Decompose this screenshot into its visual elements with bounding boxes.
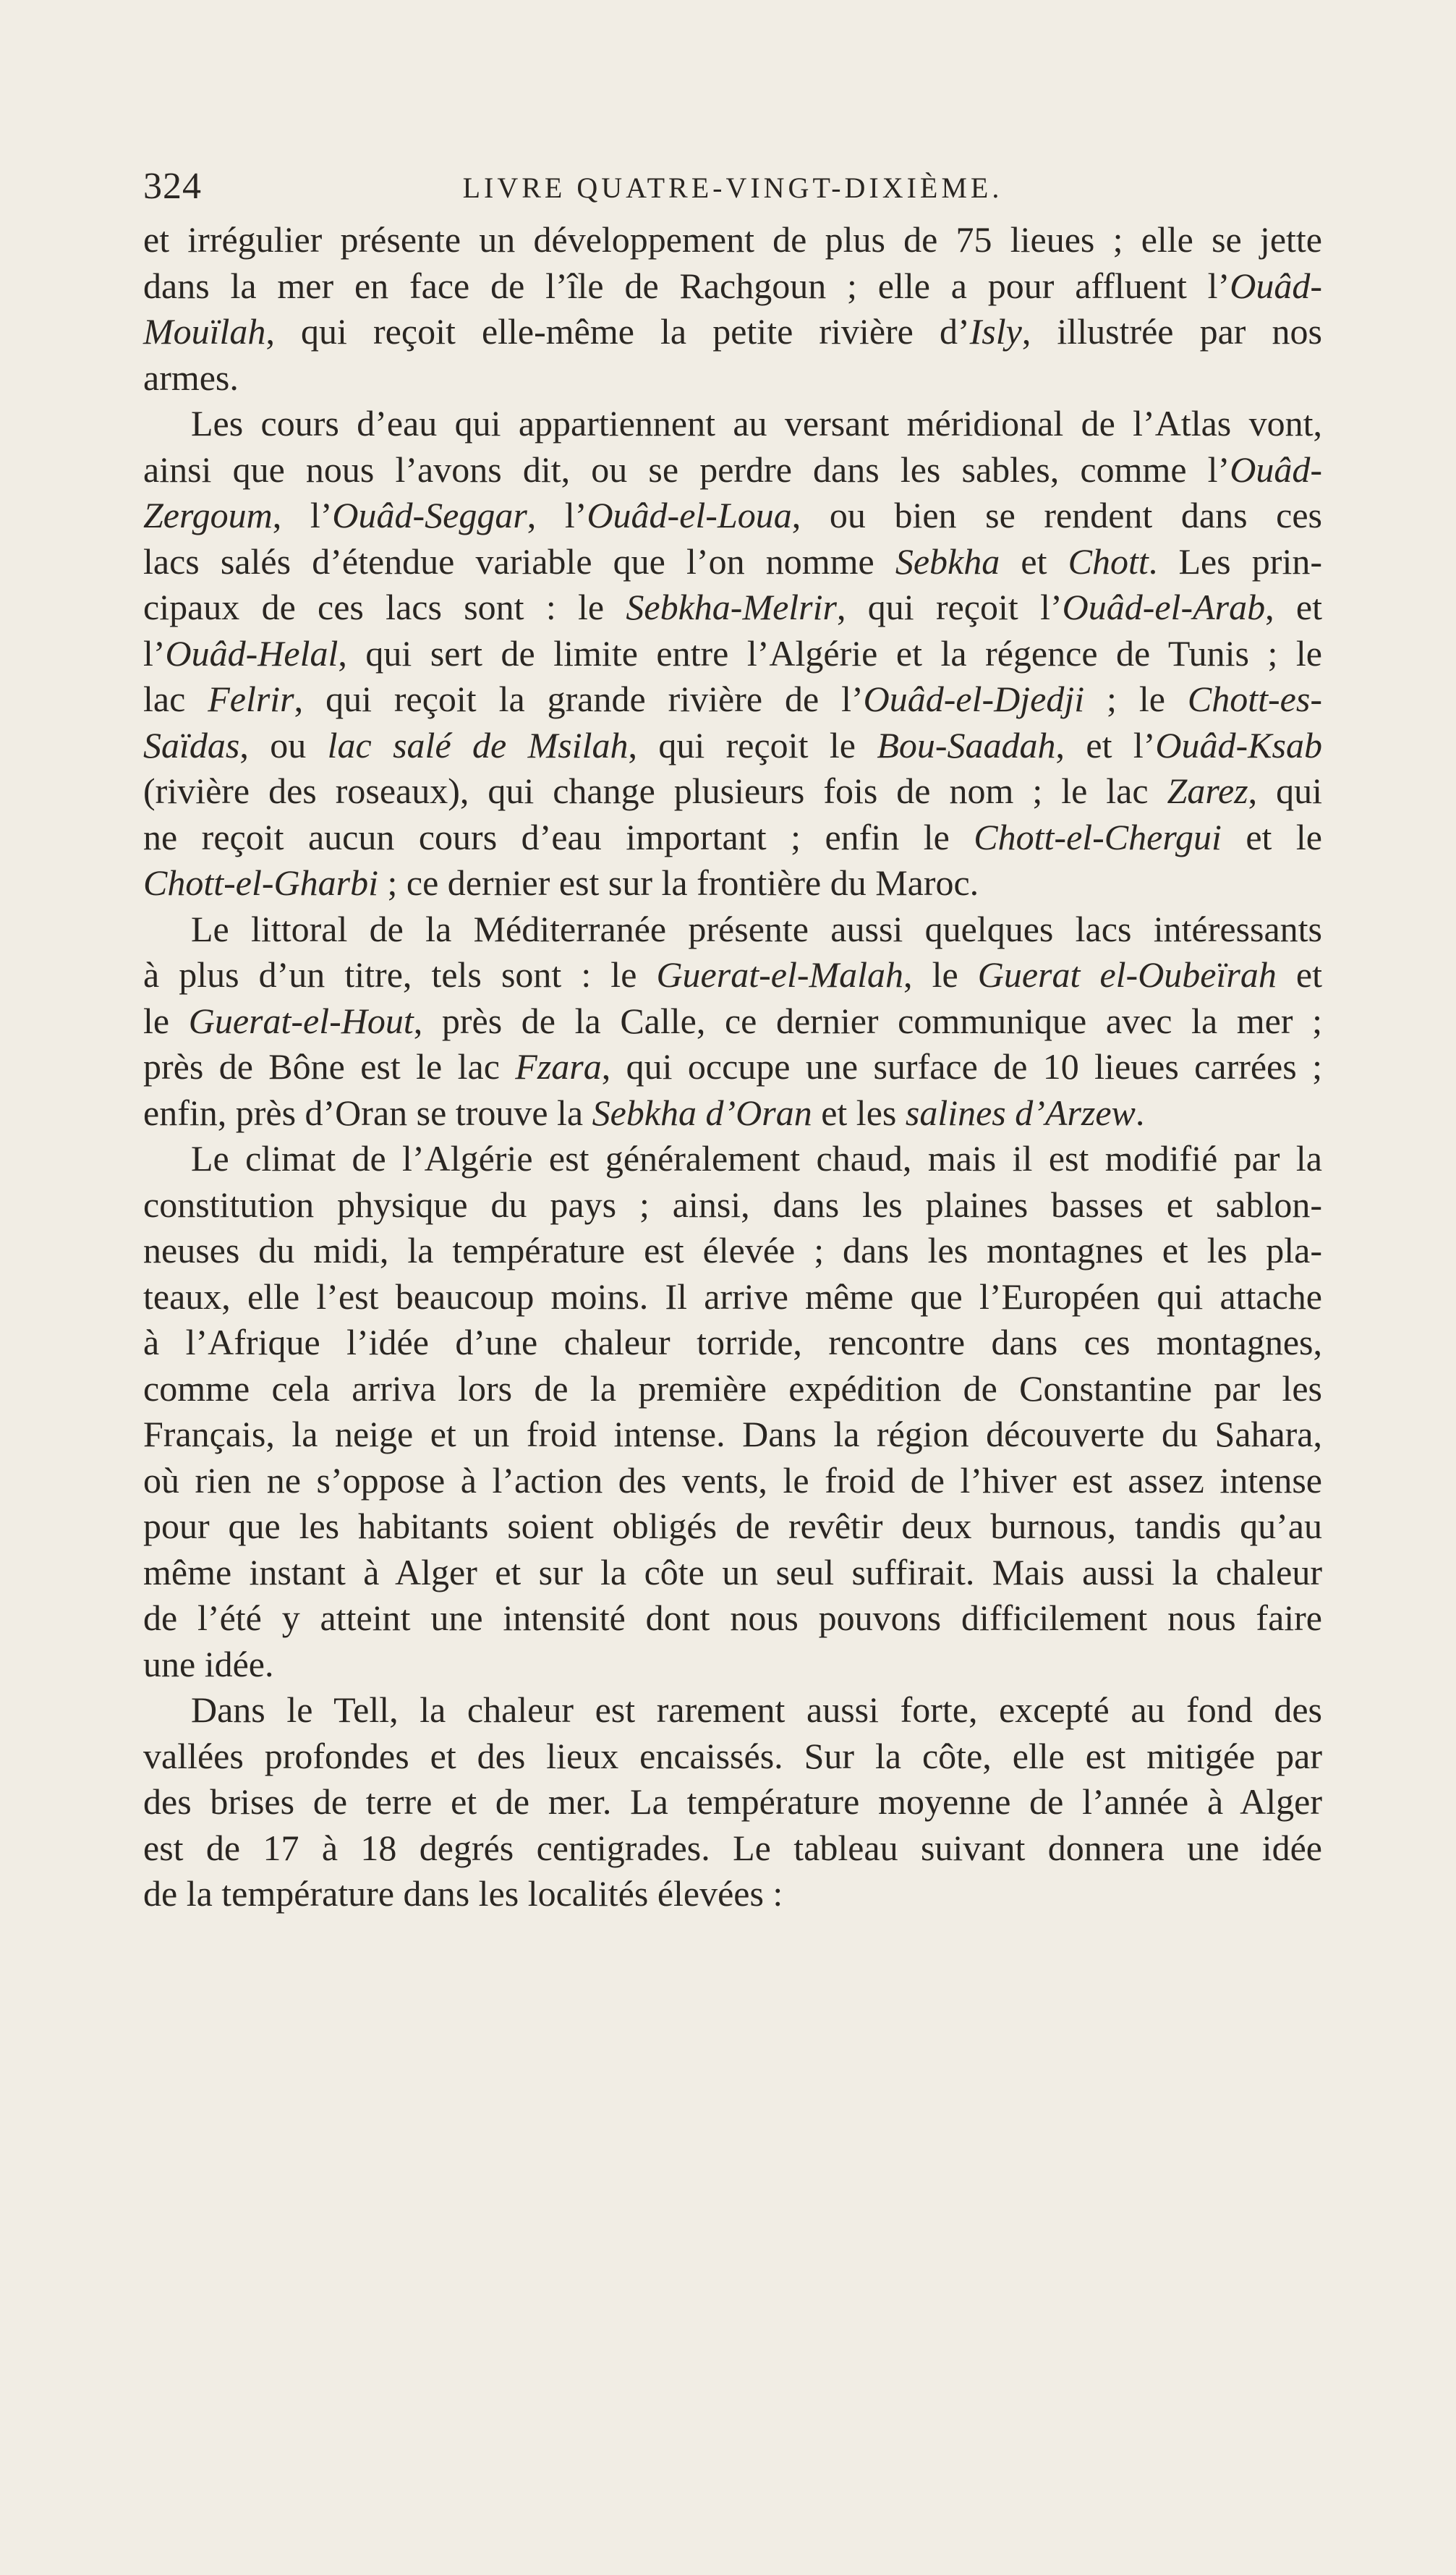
text-line: armes. — [143, 357, 239, 398]
text-line: Saïdas, ou lac salé de Msilah, qui reçoit le Bou-Saadah, et l’Ouâd-Ksab — [143, 724, 1322, 765]
italic-term: Sebkha — [895, 540, 1000, 582]
text-line: enfin, près d’Oran se trouve la Sebkha d’Oran et les salines d’Arzew. — [143, 1092, 1145, 1133]
text-line: le Guerat-el-Hout, près de la Calle, ce dernier communique avec la mer ; — [143, 1000, 1323, 1041]
text-line: de la température dans les localités élevées : — [143, 1873, 783, 1914]
running-title: LIVRE QUATRE-VINGT-DIXIÈME. — [462, 171, 1003, 204]
paragraph — [143, 907, 1322, 1137]
text-line: à plus d’un titre, tels sont : le Guerat-el-Malah, le Guerat el-Oubeïrah et — [143, 954, 1323, 995]
text-line: Les cours d’eau qui appartiennent au versant méridional de l’Atlas vont, — [191, 403, 1322, 444]
italic-term: Ouâd- — [1230, 265, 1322, 306]
text-line: l’Ouâd-Helal, qui sert de limite entre l’Algérie et la régence de Tunis ; le — [143, 632, 1322, 674]
text-line: (rivière des roseaux), qui change plusieurs fois de nom ; le lac Zarez, qui — [143, 771, 1322, 811]
text-line: ainsi que nous l’avons dit, ou se perdre dans les sables, comme l’Ouâd- — [143, 449, 1322, 490]
text-line: neuses du midi, la température est élevée ; dans les montagnes et les pla- — [143, 1230, 1322, 1270]
italic-term: Ouâd-el-Loua — [587, 495, 792, 535]
text-line: à l’Afrique l’idée d’une chaleur torride, rencontre dans ces montagnes, — [143, 1322, 1322, 1362]
text-line: des brises de terre et de mer. La température moyenne de l’année à Alger — [143, 1781, 1322, 1822]
italic-term: Ouâd-Seggar — [332, 495, 527, 535]
text-line: ne reçoit aucun cours d’eau important ; enfin le Chott-el-Chergui et le — [143, 816, 1322, 857]
page-number: 324 — [143, 166, 202, 207]
text-line: même instant à Alger et sur la côte un seul suffirait. Mais aussi la chaleur — [143, 1551, 1322, 1592]
text-line: vallées profondes et des lieux encaissés. Sur la côte, elle est mitigée par — [143, 1735, 1322, 1776]
body-text — [143, 217, 1322, 1917]
italic-term: Zergoum — [143, 495, 273, 535]
paragraph — [143, 1136, 1322, 1687]
text-line: pour que les habitants soient obligés de revêtir deux burnous, tandis qu’au — [143, 1506, 1322, 1546]
italic-term: Isly — [969, 311, 1022, 352]
text-line: Chott-el-Gharbi ; ce dernier est sur la frontière du Maroc. — [143, 862, 979, 903]
text-line: comme cela arriva lors de la première expédition de Constantine par les — [143, 1367, 1322, 1409]
italic-term: Ouâd-el-Djedji — [863, 679, 1085, 719]
page-header — [143, 165, 1322, 208]
paragraph — [143, 401, 1322, 907]
text-line: Zergoum, l’Ouâd-Seggar, l’Ouâd-el-Loua, ou bien se rendent dans ces — [143, 495, 1323, 535]
text-line: et irrégulier présente un développement de plus de 75 lieues ; elle se jette — [143, 219, 1322, 260]
text-line: Dans le Tell, la chaleur est rarement aussi forte, excepté au fond des — [191, 1689, 1322, 1730]
text-line: Le climat de l’Algérie est généralement chaud, mais il est modifié par la — [191, 1138, 1322, 1179]
text-line: dans la mer en face de l’île de Rachgoun ; elle a pour affluent l’Ouâd- — [143, 265, 1322, 306]
italic-term: Chott-el-Chergui — [974, 816, 1222, 857]
italic-term: Guerat-el-Malah — [656, 954, 904, 995]
text-line: près de Bône est le lac Fzara, qui occupe une surface de 10 lieues carrées ; — [143, 1046, 1322, 1087]
italic-term: Bou-Saadah — [877, 724, 1056, 765]
text-line: où rien ne s’oppose à l’action des vents, le froid de l’hiver est assez intense — [143, 1459, 1322, 1501]
text-line: Français, la neige et un froid intense. Dans la région découverte du Sahara, — [143, 1414, 1322, 1454]
italic-term: Guerat-el-Hout — [188, 1000, 414, 1041]
italic-term: Zarez — [1167, 771, 1248, 811]
italic-term: Chott-es- — [1187, 679, 1322, 719]
text-line: constitution physique du pays ; ainsi, dans les plaines basses et sablon- — [143, 1184, 1322, 1225]
paragraph — [143, 1687, 1322, 1917]
italic-term: Sebkha d’Oran — [592, 1092, 812, 1133]
italic-term: Fzara — [515, 1046, 602, 1087]
text-line: Mouïlah, qui reçoit elle-même la petite rivière d’Isly, illustrée par nos — [143, 311, 1322, 352]
italic-term: Mouïlah — [143, 311, 266, 352]
italic-term: Saïdas — [143, 724, 240, 765]
text-line: cipaux de ces lacs sont : le Sebkha-Melrir, qui reçoit l’Ouâd-el-Arab, et — [143, 587, 1322, 627]
italic-term: Chott-el-Gharbi — [143, 862, 378, 903]
italic-term: Sebkha-Melrir — [626, 587, 837, 627]
text-line: lacs salés d’étendue variable que l’on nomme Sebkha et Chott. Les prin- — [143, 540, 1322, 582]
italic-term: Ouâd-el-Arab — [1062, 587, 1266, 627]
text-line: Le littoral de la Méditerranée présente aussi quelques lacs intéressants — [191, 908, 1322, 949]
italic-term: Ouâd-Helal — [165, 632, 339, 674]
italic-term: Ouâd- — [1230, 449, 1322, 490]
italic-term: Chott — [1068, 540, 1149, 582]
text-line: teaux, elle l’est beaucoup moins. Il arrive même que l’Européen qui attache — [143, 1276, 1322, 1317]
italic-term: Guerat el-Oubeïrah — [977, 954, 1277, 995]
text-line: lac Felrir, qui reçoit la grande rivière de l’Ouâd-el-Djedji ; le Chott-es- — [143, 679, 1322, 719]
italic-term: lac salé de Msilah — [327, 724, 629, 765]
text-line: est de 17 à 18 degrés centigrades. Le tableau suivant donnera une idée — [143, 1827, 1322, 1868]
italic-term: Felrir — [208, 679, 294, 719]
paragraph — [143, 217, 1322, 401]
italic-term: salines d’Arzew — [905, 1092, 1136, 1133]
italic-term: Ouâd-Ksab — [1155, 724, 1322, 765]
text-line: de l’été y atteint une intensité dont nous pouvons difficilement nous faire — [143, 1598, 1322, 1638]
text-line: une idée. — [143, 1643, 274, 1684]
